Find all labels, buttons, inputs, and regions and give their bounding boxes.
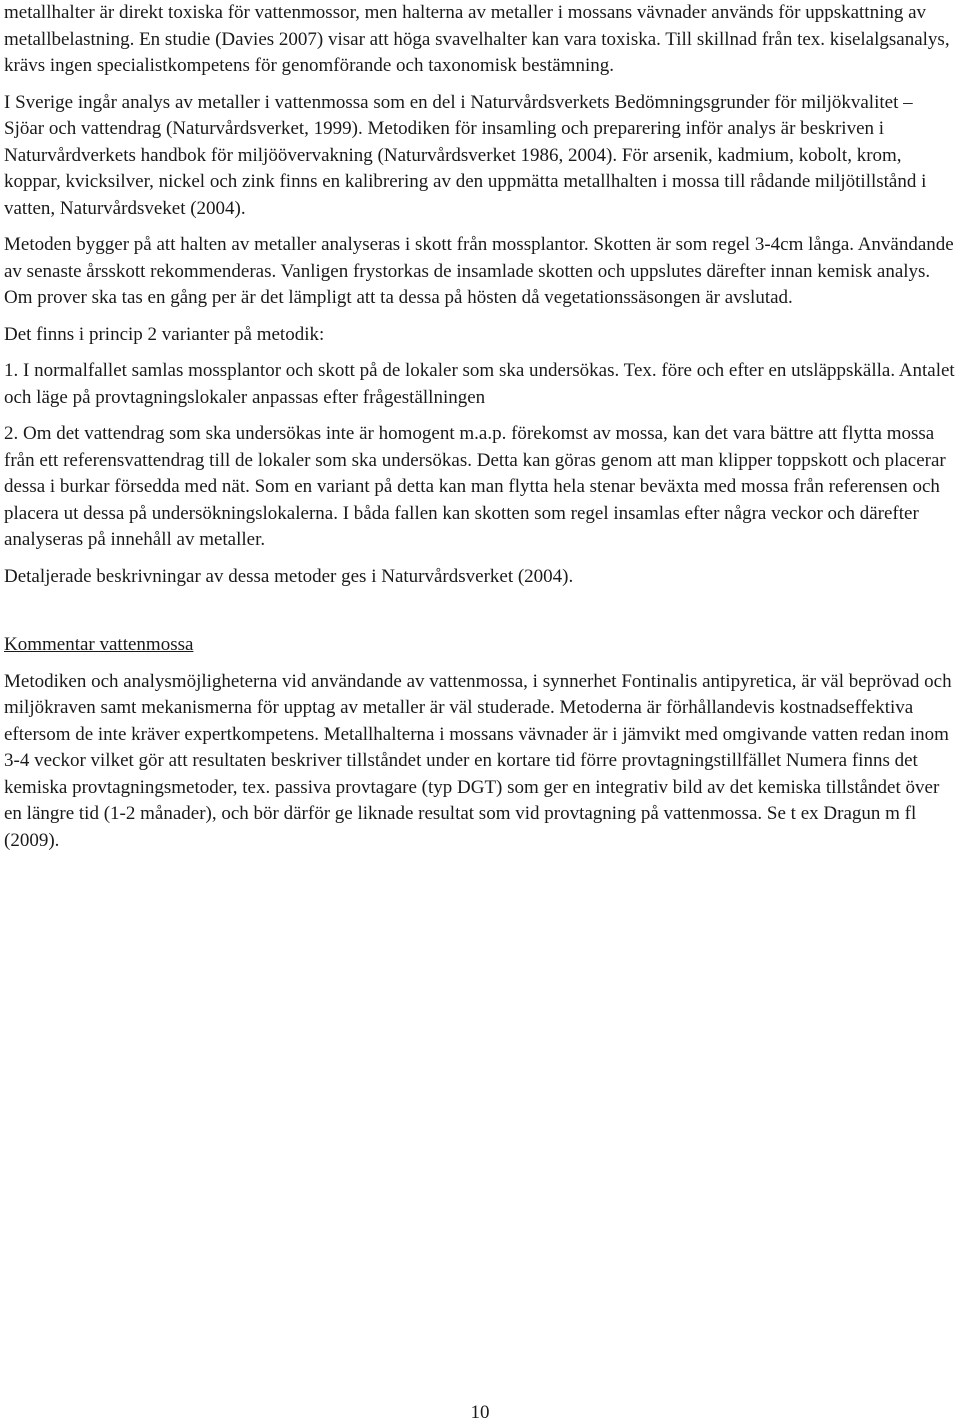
page-number: 10 [470,1402,490,1423]
paragraph-sweden: I Sverige ingår analys av metaller i vattenmossa som en del i Naturvårdsverkets Bedömningsgrunder för miljökvalitet – Sjöar och vattendrag (Naturvårdsverket, 1999). Metodiken för insamling och preparering inför analys är beskriven i Naturvårdverkets handbok för miljöövervakning (Naturvårdsverket 1986, 2004). För arsenik, kadmium, kobolt, krom, koppar, kvicksilver, nickel och zink finns en kalibrering av den uppmätta metallhalten i mossa till rådande miljötillstånd i vatten, Naturvårdsveket (2004). [4,91,927,219]
document-page [4,0,956,854]
paragraph-method: Metoden bygger på att halten av metaller analyseras i skott från mossplantor. Skotten är som regel 3-4cm långa. Användande av senaste årsskott rekommenderas. Vanligen frystorkas de insamlade skotten och uppslutes därefter innan kemisk analys. Om prover ska tas en gång per är det lämpligt att ta dessa på hösten då vegetationssäsongen är avslutad. [4,234,954,308]
paragraph-intro: metallhalter är direkt toxiska för vattenmossor, men halterna av metaller i mossans vävnader används för uppskattning av metallbelastning. En studie (Davies 2007) visar att höga svavelhalter kan vara toxiska. Till skillnad från tex. kiselalgsanalys, krävs ingen specialistkompetens för genomförande och taxonomisk bestämning. [4,2,950,76]
paragraph-reference: Detaljerade beskrivningar av dessa metoder ges i Naturvårdsverket (2004). [4,565,574,587]
section-heading-comment: Kommentar vattenmossa [4,634,194,655]
list-item-variant-1: 1. I normalfallet samlas mossplantor och skott på de lokaler som ska undersökas. Tex. före och efter en utsläppskälla. Antalet och läge på provtagningslokaler anpassas efter frågeställningen [4,360,955,408]
paragraph-variants-intro: Det finns i princip 2 varianter på metodik: [4,323,325,345]
list-item-variant-2: 2. Om det vattendrag som ska undersökas inte är homogent m.a.p. förekomst av mossa, kan det vara bättre att flytta mossa från ett referensvattendrag till de lokaler som ska undersökas. Detta kan göras genom att man klipper toppskott och placerar dessa i burkar försedda med nät. Som en variant på detta kan man flytta hela stenar beväxta med mossa från referensen och placera ut dessa på undersökningslokalerna. I båda fallen kan skotten som regel insamlas efter några veckor och därefter analyseras på innehåll av metaller. [4,423,946,550]
paragraph-comment: Metodiken och analysmöjligheterna vid användande av vattenmossa, i synnerhet Fontinalis antipyretica, är väl beprövad och miljökraven samt mekanismerna för upptag av metaller är väl studerade. Metoderna är förhållandevis kostnadseffektiva eftersom de inte kräver expertkompetens. Metallhalterna i mossans vävnader är i jämvikt med omgivande vatten redan inom 3-4 veckor vilket gör att resultaten beskriver tillståndet under en kortare tid förre provtagningstillfället Numera finns det kemiska provtagningsmetoder, tex. passiva provtagare (typ DGT) som ger en integrativ bild av det kemiska tillståndet över en längre tid (1-2 månader), och bör därför ge liknade resultat som vid provtagning på vattenmossa. Se t ex Dragun m fl (2009). [4,670,952,851]
